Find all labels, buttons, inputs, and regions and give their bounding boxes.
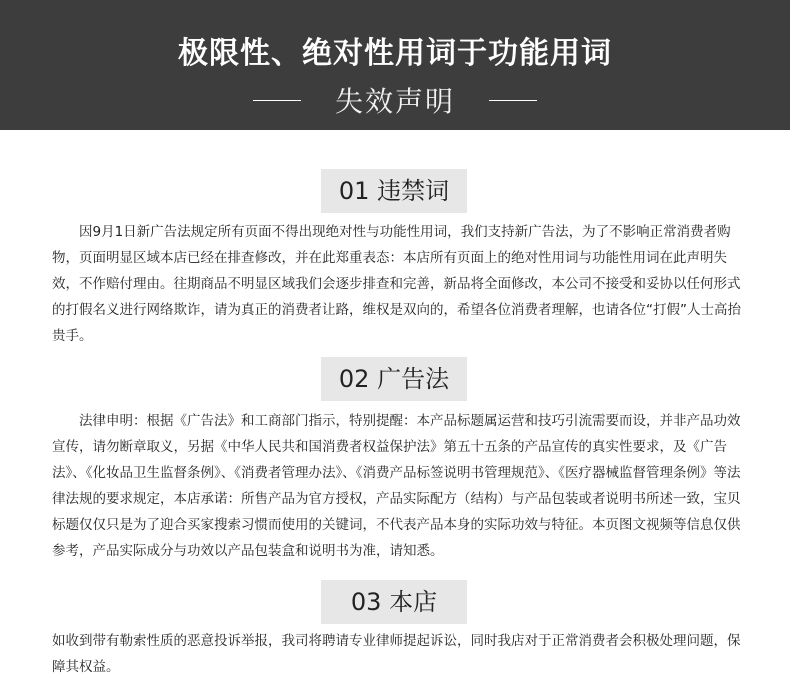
subtitle-rule-right <box>489 100 537 101</box>
header-banner <box>0 0 790 130</box>
page-subtitle: 失效声明 <box>334 85 455 118</box>
subtitle-rule-left <box>253 100 301 101</box>
section-body-2: 法律申明：根据《广告法》和工商部门指示，特别提醒：本产品标题属运营和技巧引流需要而设，并非产品功效宣传，请勿断章取义，另据《中华人民共和国消费者权益保护法》第五十五条的产品宣传的真实性要求，及《广告法》、《化妆品卫生监督条例》、《消费者管理办法》、《消费产品标签说明书管理规范》、《医疗器械监督管理条例》等法律法规的要求规定，本店承诺：所售产品为官方授权，产品实际配方（结构）与产品包装或者说明书所述一致，宝贝标题仅仅只是为了迎合买家搜索习惯而使用的关键词，不代表产品本身的实际功效与特征。本页图文视频等信息仅供参考，产品实际成分与功效以产品包装盒和说明书为准，请知悉。 <box>52 413 741 559</box>
section-body-1: 因9月1日新广告法规定所有页面不得出现绝对性与功能性用词，我们支持新广告法，为了不影响正常消费者购物，页面明显区域本店已经在排查修改，并在此郑重表态：本店所有页面上的绝对性用词与功能性用词在此声明失效，不作赔付理由。往期商品不明显区域我们会逐步排查和完善，新品将全面修改，本公司不接受和妥协以任何形式的打假名义进行网络欺诈，请为真正的消费者让路，维权是双向的，希望各位消费者理解，也请各位“打假”人士高抬贵手。 <box>52 224 741 344</box>
page-title: 极限性、绝对性用词于功能用词 <box>178 36 612 71</box>
section-label-1: 01 违禁词 <box>321 169 467 213</box>
section-label-3: 03 本店 <box>321 580 467 624</box>
subtitle-group <box>0 80 790 120</box>
section-body-3: 如收到带有勒索性质的恶意投诉举报，我司将聘请专业律师提起诉讼，同时我店对于正常消费者会积极处理问题，保障其权益。 <box>52 633 741 675</box>
section-label-2: 02 广告法 <box>321 357 467 401</box>
